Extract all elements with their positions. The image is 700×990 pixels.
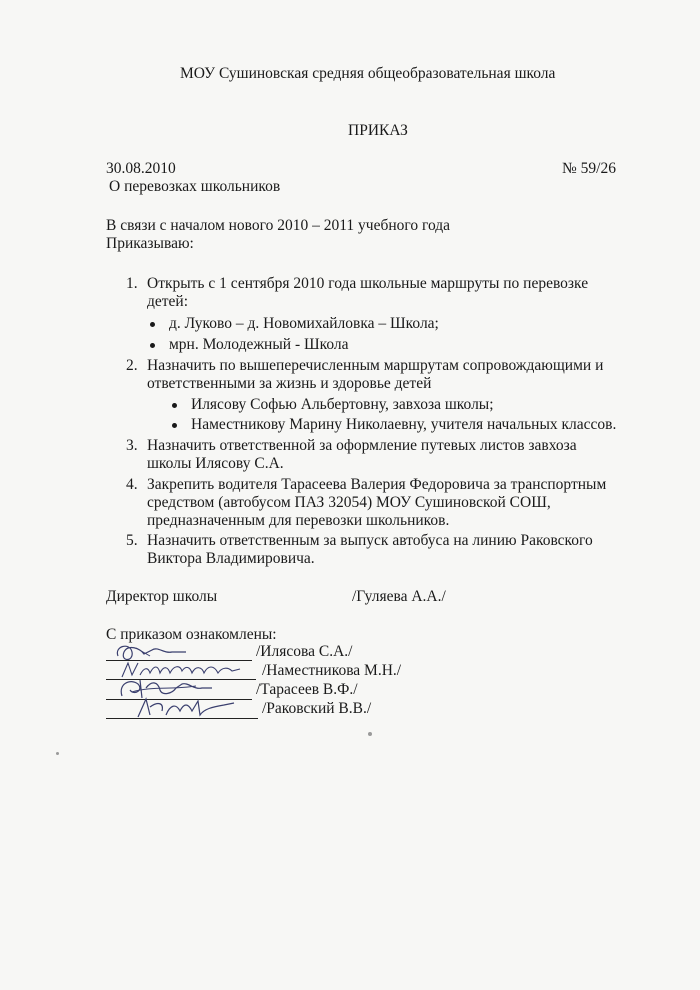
handwritten-signature — [130, 693, 240, 723]
item-text-line: Назначить ответственным за выпуск автобуса на линию Раковского — [147, 532, 593, 549]
director-name: /Гуляева А.А./ — [352, 588, 446, 605]
bullet-marker — [172, 423, 177, 428]
scan-speck — [368, 732, 372, 736]
bullet-item: мрн. Молодежный - Школа — [169, 336, 349, 353]
director-label: Директор школы — [106, 588, 218, 605]
bullet-marker — [150, 322, 155, 327]
order-number: № 59/26 — [562, 160, 616, 177]
item-number: 5. — [126, 532, 138, 549]
item-number: 1. — [126, 275, 138, 292]
bullet-item: Илясову Софью Альбертовну, завхоза школы; — [191, 396, 494, 413]
item-text-line: Открыть с 1 сентября 2010 года школьные маршруты по перевозке — [147, 275, 589, 292]
scan-speck — [56, 752, 59, 755]
item-text-line: школы Илясову С.А. — [147, 455, 284, 472]
preamble-line: В связи с началом нового 2010 – 2011 учебного года — [106, 217, 451, 234]
school-name: МОУ Сушиновская средняя общеобразовательная школа — [180, 65, 556, 82]
bullet-item: д. Луково – д. Новомихайловка – Школа; — [169, 315, 439, 332]
item-text-line: Закрепить водителя Тарасеева Валерия Федоровича за транспортным — [147, 476, 607, 493]
order-date: 30.08.2010 — [106, 160, 176, 177]
preamble-command: Приказываю: — [106, 235, 194, 252]
item-text-line: Назначить ответственной за оформление путевых листов завхоза — [147, 437, 577, 454]
order-subject: О перевозках школьников — [109, 178, 281, 195]
item-text-line: средством (автобусом ПАЗ 32054) МОУ Сушиновской СОШ, — [147, 494, 551, 511]
acknowledged-name: /Раковский В.В./ — [262, 700, 372, 717]
item-text-line: предназначенным для перевозки школьников. — [147, 512, 450, 529]
item-text-line: детей: — [147, 293, 189, 310]
item-text-line: Виктора Владимировича. — [147, 550, 315, 567]
document-type: ПРИКАЗ — [348, 122, 408, 139]
item-number: 4. — [126, 476, 138, 493]
item-text-line: ответственными за жизнь и здоровье детей — [147, 375, 432, 392]
acknowledged-name: /Илясова С.А./ — [256, 643, 353, 660]
item-number: 3. — [126, 437, 138, 454]
acknowledged-label: С приказом ознакомлены: — [106, 626, 277, 643]
acknowledged-name: /Тарасеев В.Ф./ — [256, 681, 358, 698]
bullet-marker — [150, 343, 155, 348]
item-text-line: Назначить по вышеперечисленным маршрутам сопровождающими и — [147, 357, 604, 374]
bullet-item: Наместникову Марину Николаевну, учителя начальных классов. — [191, 416, 617, 433]
bullet-marker — [172, 403, 177, 408]
acknowledged-name: /Наместникова М.Н./ — [262, 662, 402, 679]
item-number: 2. — [126, 357, 138, 374]
